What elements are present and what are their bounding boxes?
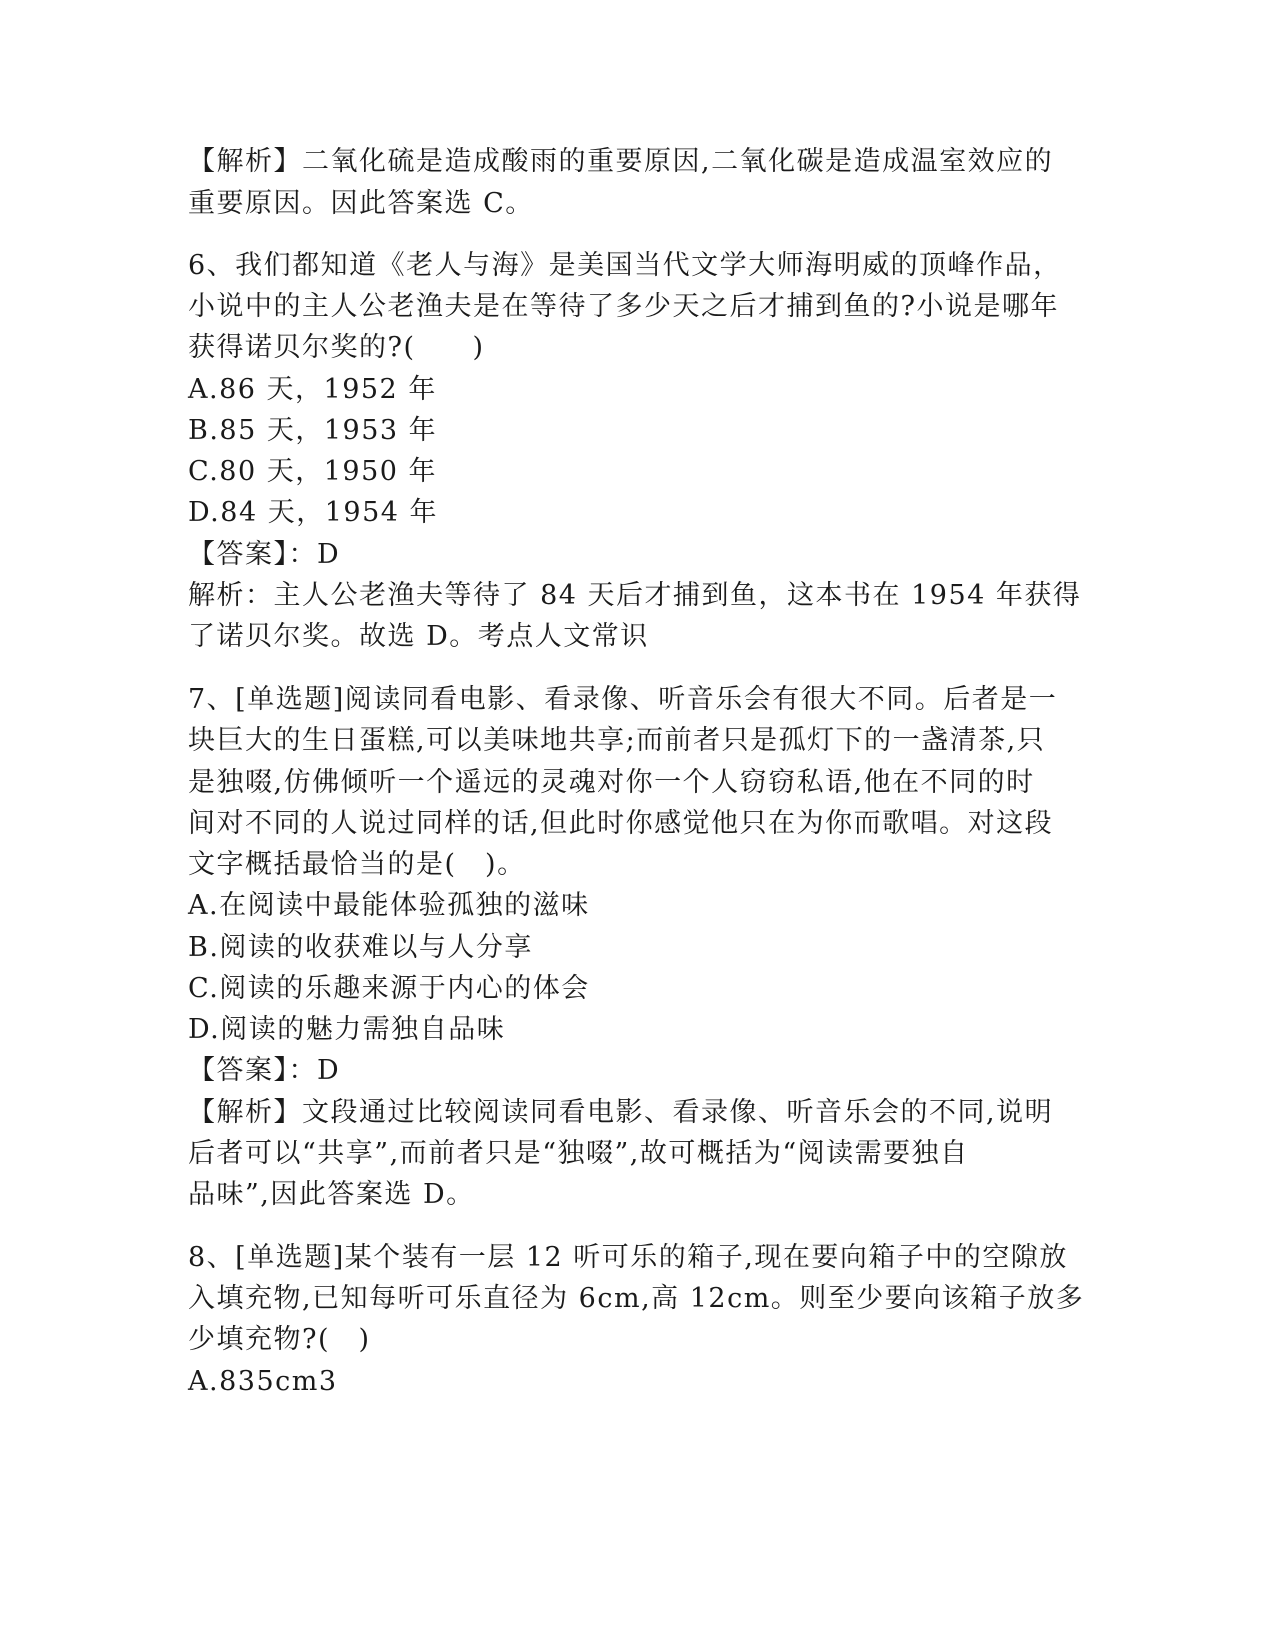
q7-option-c: C.阅读的乐趣来源于内心的体会 [188, 973, 590, 1004]
q8-question-line-1: 8、[单选题]某个装有一层 12 听可乐的箱子,现在要向箱子中的空隙放 [188, 1242, 1068, 1273]
q6-option-a: A.86 天，1952 年 [188, 374, 437, 405]
q7-explanation-line-2: 后者可以“共享”,而前者只是“独啜”,故可概括为“阅读需要独自 [188, 1138, 969, 1169]
q6-option-d: D.84 天，1954 年 [188, 497, 439, 528]
q7-question-line-4: 间对不同的人说过同样的话,但此时你感觉他只在为你而歌唱。对这段 [188, 808, 1054, 839]
q6-option-c: C.80 天，1950 年 [188, 456, 438, 487]
q8-question-line-3: 少填充物?( ) [188, 1324, 371, 1355]
q6-question-line-1: 6、我们都知道《老人与海》是美国当代文学大师海明威的顶峰作品， [188, 250, 1062, 281]
q7-question-line-2: 块巨大的生日蛋糕,可以美味地共享;而前者只是孤灯下的一盏清茶,只 [188, 725, 1046, 756]
q6-explanation-line-2: 了诺贝尔奖。故选 D。考点人文常识 [188, 621, 649, 652]
q7-explanation-line-1: 【解析】文段通过比较阅读同看电影、看录像、听音乐会的不同,说明 [188, 1097, 1054, 1128]
q7-question-line-1: 7、[单选题]阅读同看电影、看录像、听音乐会有很大不同。后者是一 [188, 684, 1058, 715]
q7-option-b: B.阅读的收获难以与人分享 [188, 932, 533, 963]
q7-question-line-3: 是独啜,仿佛倾听一个遥远的灵魂对你一个人窃窃私语,他在不同的时 [188, 767, 1035, 798]
q5-explanation-line-2: 重要原因。因此答案选 C。 [188, 188, 534, 219]
q6-explanation-line-1: 解析：主人公老渔夫等待了 84 天后才捕到鱼，这本书在 1954 年获得 [188, 580, 1082, 611]
q8-option-a: A.835cm3 [188, 1366, 338, 1397]
q6-answer: 【答案】：D [188, 539, 341, 570]
q7-option-d: D.阅读的魅力需独自品味 [188, 1014, 506, 1045]
q8-question-line-2: 入填充物,已知每听可乐直径为 6cm,高 12cm。则至少要向该箱子放多 [188, 1283, 1085, 1314]
q7-question-line-5: 文字概括最恰当的是( )。 [188, 849, 526, 880]
q5-explanation-line-1: 【解析】二氧化硫是造成酸雨的重要原因,二氧化碳是造成温室效应的 [188, 146, 1054, 177]
q6-option-b: B.85 天，1953 年 [188, 415, 438, 446]
q7-answer: 【答案】：D [188, 1055, 341, 1086]
q6-question-line-2: 小说中的主人公老渔夫是在等待了多少天之后才捕到鱼的?小说是哪年 [188, 291, 1059, 322]
q7-explanation-line-3: 品味”,因此答案选 D。 [188, 1179, 475, 1210]
q6-question-line-3: 获得诺贝尔奖的?( ) [188, 332, 485, 363]
q7-option-a: A.在阅读中最能体验孤独的滋味 [188, 890, 590, 921]
